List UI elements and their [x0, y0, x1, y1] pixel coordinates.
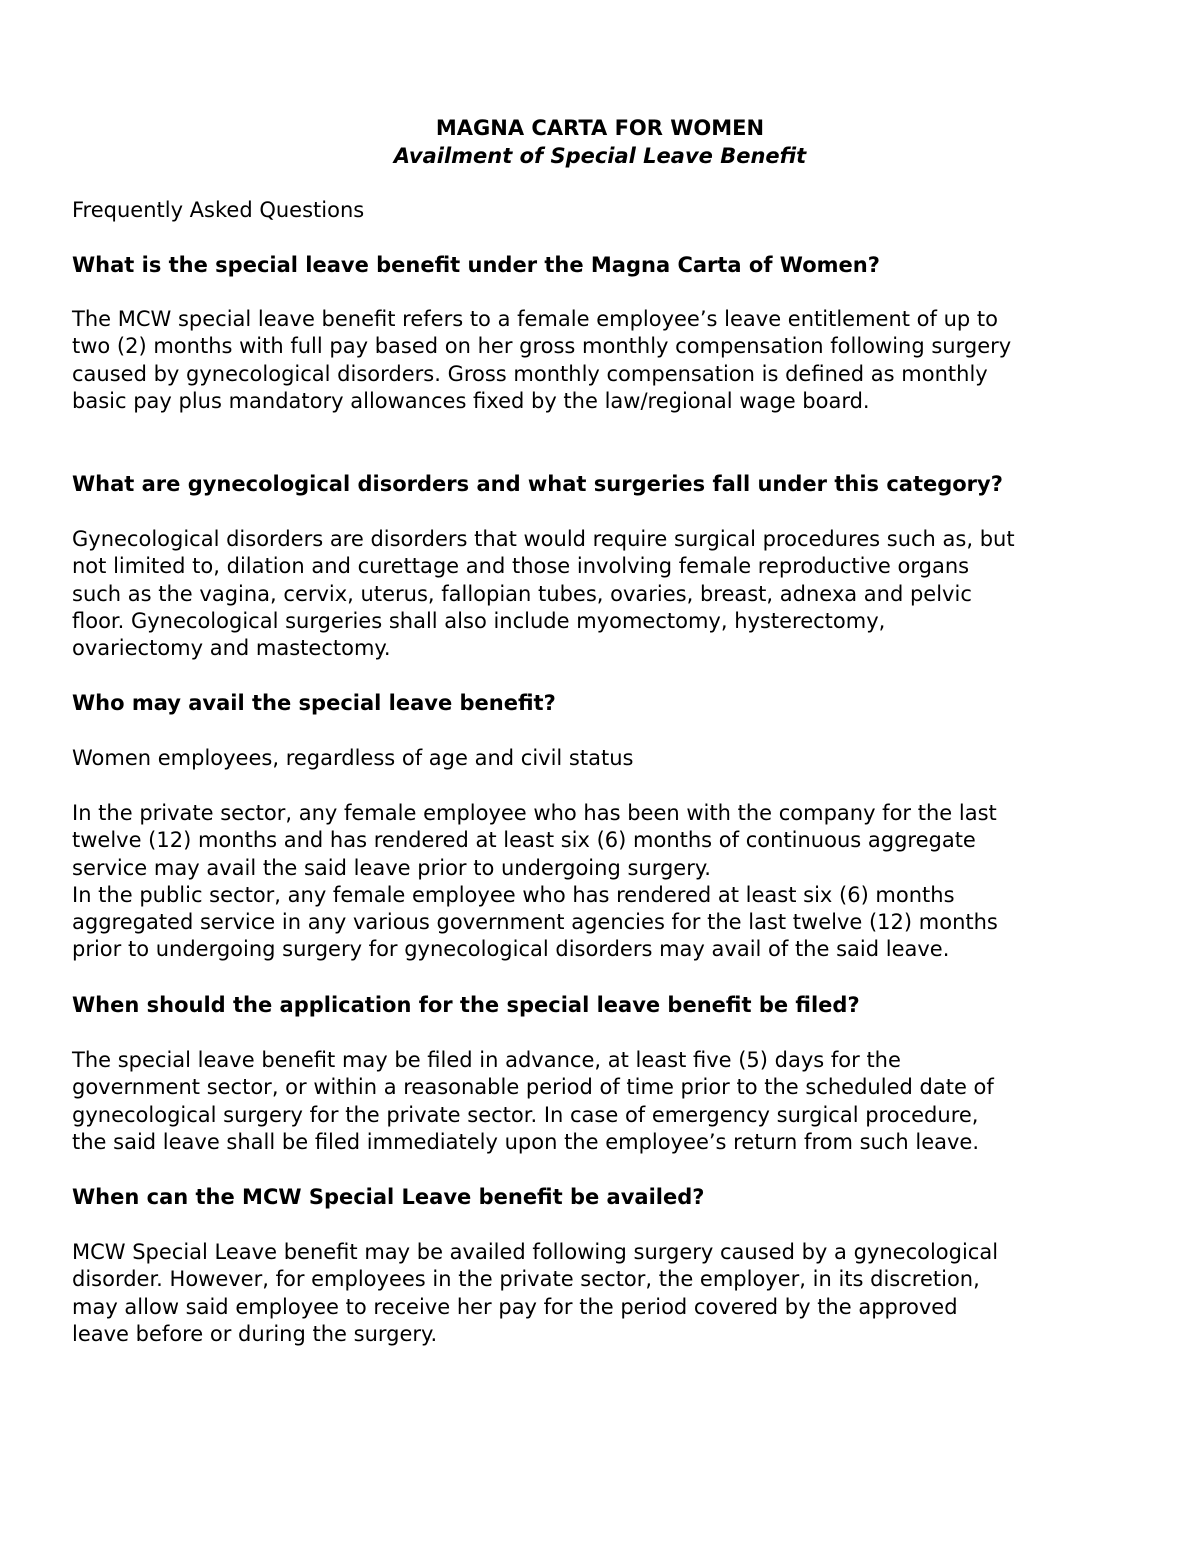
answer-3 [72, 745, 1132, 772]
answer-1 [72, 306, 1132, 415]
answer-line: prior to undergoing surgery for gynecological disorders may avail of the said leave. [72, 937, 950, 962]
answer-4 [72, 1047, 1132, 1156]
answer-line: MCW Special Leave benefit may be availed following surgery caused by a gynecological [72, 1240, 999, 1264]
answer-line: leave before or during the surgery. [72, 1321, 438, 1346]
answer-5 [72, 1239, 1132, 1348]
answer-line: Women employees, regardless of age and civil status [72, 746, 634, 770]
answer-line: gynecological surgery for the private sector. In case of emergency surgical procedure, [72, 1102, 979, 1127]
answer-line: In the private sector, any female employee who has been with the company for the last [72, 801, 997, 825]
question-3: Who may avail the special leave benefit? [72, 691, 556, 715]
answer-line: may allow said employee to receive her pay for the period covered by the approved [72, 1294, 958, 1319]
answer-line: In the public sector, any female employee who has rendered at least six (6) months [72, 882, 955, 907]
answer-line: The special leave benefit may be filed in advance, at least five (5) days for the [72, 1048, 901, 1072]
document-subtitle: Availment of Special Leave Benefit [393, 144, 807, 168]
question-1: What is the special leave benefit under the Magna Carta of Women? [72, 253, 880, 277]
answer-line: The MCW special leave benefit refers to a female employee’s leave entitlement of up to [72, 307, 998, 331]
faq-label: Frequently Asked Questions [72, 198, 365, 222]
answer-line: caused by gynecological disorders. Gross monthly compensation is defined as monthly [72, 361, 988, 386]
question-4: When should the application for the special leave benefit be filed? [72, 993, 860, 1017]
answer-line: basic pay plus mandatory allowances fixed by the law/regional wage board. [72, 388, 870, 413]
question-2: What are gynecological disorders and what surgeries fall under this category? [72, 472, 1003, 496]
answer-line: twelve (12) months and has rendered at least six (6) months of continuous aggregate [72, 828, 976, 853]
answer-line: Gynecological disorders are disorders that would require surgical procedures such as, but [72, 527, 1015, 551]
answer-line: government sector, or within a reasonable period of time prior to the scheduled date of [72, 1075, 994, 1100]
answer-line: disorder. However, for employees in the private sector, the employer, in its discretion, [72, 1267, 980, 1292]
answer-line: ovariectomy and mastectomy. [72, 636, 391, 661]
answer-line: not limited to, dilation and curettage and those involving female reproductive organs [72, 554, 970, 579]
question-5: When can the MCW Special Leave benefit be availed? [72, 1185, 705, 1209]
title-block [0, 114, 1200, 170]
answer-3-details [72, 800, 1132, 964]
answer-line: such as the vagina, cervix, uterus, fallopian tubes, ovaries, breast, adnexa and pelvic [72, 581, 972, 606]
answer-2 [72, 526, 1132, 662]
answer-line: floor. Gynecological surgeries shall also include myomectomy, hysterectomy, [72, 608, 886, 633]
answer-line: the said leave shall be filed immediately upon the employee’s return from such leave. [72, 1129, 980, 1154]
answer-line: service may avail the said leave prior to undergoing surgery. [72, 855, 711, 880]
document-title: MAGNA CARTA FOR WOMEN [435, 116, 765, 140]
answer-line: two (2) months with full pay based on her gross monthly compensation following surgery [72, 334, 1012, 359]
answer-line: aggregated service in any various government agencies for the last twelve (12) months [72, 910, 998, 935]
